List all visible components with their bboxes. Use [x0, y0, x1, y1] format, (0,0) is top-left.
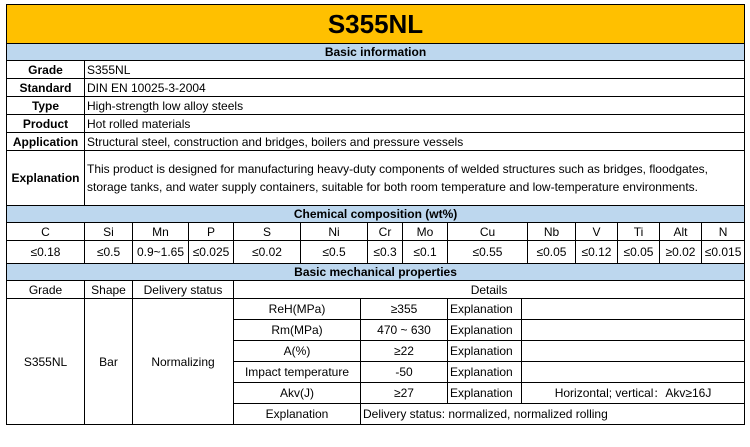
element-cell: Cu	[448, 223, 528, 241]
type-label: Type	[7, 97, 85, 115]
property-note	[522, 320, 745, 341]
chemical-composition-table	[6, 205, 745, 264]
mechanical-heading: Basic mechanical properties	[7, 264, 745, 281]
mech-delivery-value: Normalizing	[133, 299, 234, 425]
footer-explanation-label: Explanation	[234, 404, 361, 425]
element-cell: N	[702, 223, 745, 241]
composition-cell: ≤0.5	[301, 241, 368, 264]
mech-shape-value: Bar	[85, 299, 133, 425]
property-name: Akv(J)	[234, 383, 361, 404]
element-cell: Cr	[368, 223, 403, 241]
application-value: Structural steel, construction and bridges, boilers and pressure vessels	[85, 133, 745, 151]
steel-datasheet	[6, 4, 744, 425]
element-cell: Mo	[403, 223, 448, 241]
element-cell: Nb	[528, 223, 576, 241]
composition-cell: ≤0.5	[85, 241, 133, 264]
product-label: Product	[7, 115, 85, 133]
basic-info-table	[6, 4, 745, 206]
page-title: S355NL	[7, 5, 745, 44]
grade-label: Grade	[7, 61, 85, 79]
property-note: Horizontal; vertical：Akv≥16J	[522, 383, 745, 404]
composition-cell: ≤0.025	[189, 241, 234, 264]
property-note	[522, 299, 745, 320]
property-name: ReH(MPa)	[234, 299, 361, 320]
property-name: Impact temperature	[234, 362, 361, 383]
application-label: Application	[7, 133, 85, 151]
composition-cell: ≤0.3	[368, 241, 403, 264]
composition-cell: ≤0.05	[528, 241, 576, 264]
basic-info-heading: Basic information	[7, 44, 745, 61]
element-cell: P	[189, 223, 234, 241]
delivery-header: Delivery status	[133, 281, 234, 299]
element-cell: Mn	[133, 223, 189, 241]
property-value: ≥22	[361, 341, 448, 362]
property-note-label: Explanation	[448, 362, 522, 383]
element-cell: S	[234, 223, 301, 241]
mech-grade-value: S355NL	[7, 299, 85, 425]
composition-cell: ≤0.1	[403, 241, 448, 264]
property-value: ≥355	[361, 299, 448, 320]
standard-label: Standard	[7, 79, 85, 97]
composition-cell: ≤0.12	[576, 241, 618, 264]
composition-row	[7, 241, 745, 264]
standard-value: DIN EN 10025-3-2004	[85, 79, 745, 97]
composition-cell: ≤0.05	[618, 241, 660, 264]
composition-cell: ≤0.18	[7, 241, 85, 264]
property-name: Rm(MPa)	[234, 320, 361, 341]
composition-cell: ≤0.015	[702, 241, 745, 264]
shape-header: Shape	[85, 281, 133, 299]
element-cell: Ti	[618, 223, 660, 241]
composition-cell: ≤0.55	[448, 241, 528, 264]
grade-value: S355NL	[85, 61, 745, 79]
mechanical-properties-table	[6, 263, 745, 425]
element-cell: Alt	[660, 223, 702, 241]
property-note-label: Explanation	[448, 320, 522, 341]
property-name: A(%)	[234, 341, 361, 362]
composition-cell: 0.9~1.65	[133, 241, 189, 264]
composition-cell: ≥0.02	[660, 241, 702, 264]
type-value: High-strength low alloy steels	[85, 97, 745, 115]
property-value: -50	[361, 362, 448, 383]
chemical-heading: Chemical composition (wt%)	[7, 206, 745, 223]
element-cell: C	[7, 223, 85, 241]
product-value: Hot rolled materials	[85, 115, 745, 133]
property-value: ≥27	[361, 383, 448, 404]
property-note-label: Explanation	[448, 341, 522, 362]
property-note-label: Explanation	[448, 299, 522, 320]
property-note	[522, 362, 745, 383]
details-header: Details	[234, 281, 745, 299]
property-value: 470 ~ 630	[361, 320, 448, 341]
grade-header: Grade	[7, 281, 85, 299]
explanation-value: This product is designed for manufacturing heavy-duty components of welded structures such as bridges, floodgates, storage tanks, and water supply containers, suitable for both room temperature and low-temperature environments.	[85, 151, 745, 206]
property-note-label: Explanation	[448, 383, 522, 404]
explanation-label: Explanation	[7, 151, 85, 206]
footer-explanation-value: Delivery status: normalized, normalized rolling	[361, 404, 745, 425]
element-cell: Ni	[301, 223, 368, 241]
element-cell: Si	[85, 223, 133, 241]
element-row	[7, 223, 745, 241]
property-note	[522, 341, 745, 362]
composition-cell: ≤0.02	[234, 241, 301, 264]
element-cell: V	[576, 223, 618, 241]
